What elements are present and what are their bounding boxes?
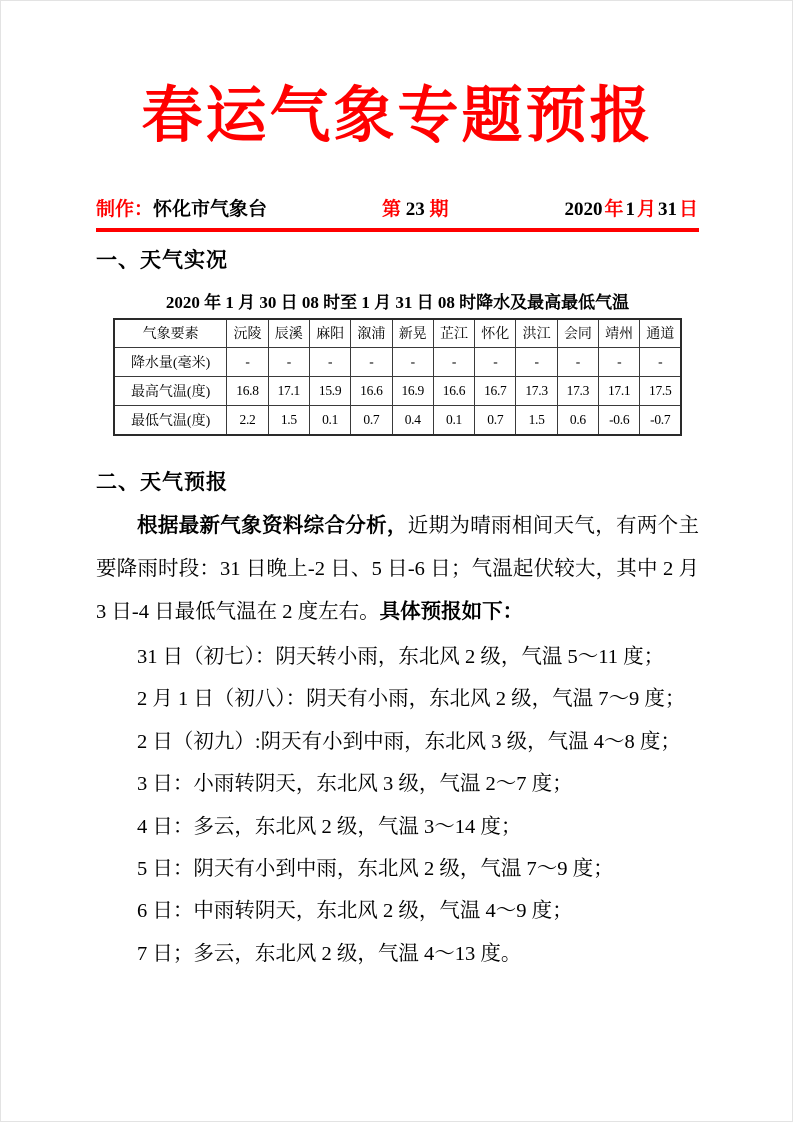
- table-cell: 16.6: [351, 377, 392, 406]
- table-cell: 0.7: [475, 406, 516, 435]
- document-meta-row: [96, 194, 699, 221]
- table-cell: 17.1: [268, 377, 309, 406]
- table-cell: 15.9: [309, 377, 350, 406]
- table-cell: -0.7: [640, 406, 681, 435]
- issue-date: [563, 194, 699, 221]
- forecast-line: 5 日：阴天有小到中雨，东北风 2 级，气温 7～9 度；: [137, 857, 614, 880]
- table-cell: 0.7: [351, 406, 392, 435]
- table-cell: 0.1: [309, 406, 350, 435]
- table-row-max-temp: [114, 377, 681, 406]
- table-header-cell: 辰溪: [268, 319, 309, 348]
- table-header-cell: 麻阳: [309, 319, 350, 348]
- producer-value: 怀化市气象台: [153, 198, 268, 220]
- row-label: 最高气温(度): [114, 377, 227, 406]
- issue-number: [382, 194, 449, 221]
- table-header-cell: 溆浦: [351, 319, 392, 348]
- table-cell: -: [640, 348, 681, 377]
- issue-value: 23: [405, 198, 425, 220]
- table-header-cell: 会同: [557, 319, 598, 348]
- table-cell: -0.6: [599, 406, 640, 435]
- forecast-intro-paragraph: [96, 505, 699, 635]
- intro-bold-lead: 根据最新气象资料综合分析，: [137, 514, 408, 537]
- date-month: 1: [625, 198, 635, 220]
- row-label: 最低气温(度): [114, 406, 227, 435]
- table-header-cell: 洪江: [516, 319, 557, 348]
- producer: [96, 194, 267, 221]
- table-cell: 17.1: [599, 377, 640, 406]
- table-cell: 2.2: [227, 406, 268, 435]
- table-cell: 17.3: [557, 377, 598, 406]
- table-cell: 0.6: [557, 406, 598, 435]
- table-cell: -: [268, 348, 309, 377]
- table-cell: 16.6: [433, 377, 474, 406]
- table-row-precipitation: [114, 348, 681, 377]
- date-day-unit: 日: [678, 198, 698, 220]
- document-title: 春运气象专题预报: [141, 83, 654, 150]
- intro-body-text: 近期为晴雨相间天气，有两个主要降雨时段：31 日晚上-2 日、5 日-6 日；气温起伏较大，其中 2 月 3 日-4 日最低气温在 2 度左右。: [96, 514, 699, 624]
- table-cell: 1.5: [516, 406, 557, 435]
- table-header-cell: 怀化: [475, 319, 516, 348]
- weather-table: [113, 318, 682, 436]
- table-cell: -: [516, 348, 557, 377]
- table-cell: -: [309, 348, 350, 377]
- table-cell: -: [557, 348, 598, 377]
- forecast-line: 6 日：中雨转阴天，东北风 2 级，气温 4～9 度；: [137, 900, 573, 923]
- forecast-line: 3 日：小雨转阴天，东北风 3 级，气温 2～7 度；: [137, 773, 573, 796]
- table-cell: 17.5: [640, 377, 681, 406]
- table-cell: 16.8: [227, 377, 268, 406]
- table-cell: 0.1: [433, 406, 474, 435]
- issue-suffix: 期: [429, 198, 449, 220]
- table-cell: -: [351, 348, 392, 377]
- table-cell: -: [392, 348, 433, 377]
- forecast-line: 4 日：多云，东北风 2 级，气温 3～14 度；: [137, 815, 522, 838]
- table-cell: -: [227, 348, 268, 377]
- table-header-cell: 芷江: [433, 319, 474, 348]
- table-header-cell: 通道: [640, 319, 681, 348]
- row-label: 降水量(毫米): [114, 348, 227, 377]
- table-header-cell: 气象要素: [114, 319, 227, 348]
- section1-heading: 一、天气实况: [96, 247, 228, 272]
- forecast-line: 2 日（初九）:阴天有小到中雨，东北风 3 级，气温 4～8 度；: [137, 730, 681, 753]
- table-cell: 1.5: [268, 406, 309, 435]
- table-cell: 16.7: [475, 377, 516, 406]
- intro-bold-tail: 具体预报如下：: [379, 601, 524, 624]
- table-header-row: [114, 319, 681, 348]
- table-header-cell: 沅陵: [227, 319, 268, 348]
- producer-label: 制作：: [96, 198, 154, 220]
- date-year-unit: 年: [604, 198, 624, 220]
- date-day: 31: [657, 198, 677, 220]
- table-cell: -: [475, 348, 516, 377]
- table-cell: -: [433, 348, 474, 377]
- date-month-unit: 月: [636, 198, 656, 220]
- table-header-cell: 靖州: [599, 319, 640, 348]
- forecast-list: [96, 636, 699, 975]
- forecast-line: 7 日；多云，东北风 2 级，气温 4～13 度。: [137, 942, 522, 965]
- table-cell: 0.4: [392, 406, 433, 435]
- table-cell: 16.9: [392, 377, 433, 406]
- issue-prefix: 第: [381, 198, 401, 220]
- forecast-line: 31 日（初七）：阴天转小雨，东北风 2 级，气温 5～11 度；: [137, 645, 665, 668]
- table-cell: -: [599, 348, 640, 377]
- red-divider-line: [96, 228, 699, 232]
- table-row-min-temp: [114, 406, 681, 435]
- table-header-cell: 新晃: [392, 319, 433, 348]
- table-cell: 17.3: [516, 377, 557, 406]
- section2-heading: 二、天气预报: [96, 469, 228, 494]
- weather-table-title: 2020 年 1 月 30 日 08 时至 1 月 31 日 08 时降水及最高最低气温: [165, 292, 630, 312]
- forecast-line: 2 月 1 日（初八）：阴天有小雨，东北风 2 级，气温 7～9 度；: [137, 688, 686, 711]
- date-year: 2020: [564, 198, 603, 220]
